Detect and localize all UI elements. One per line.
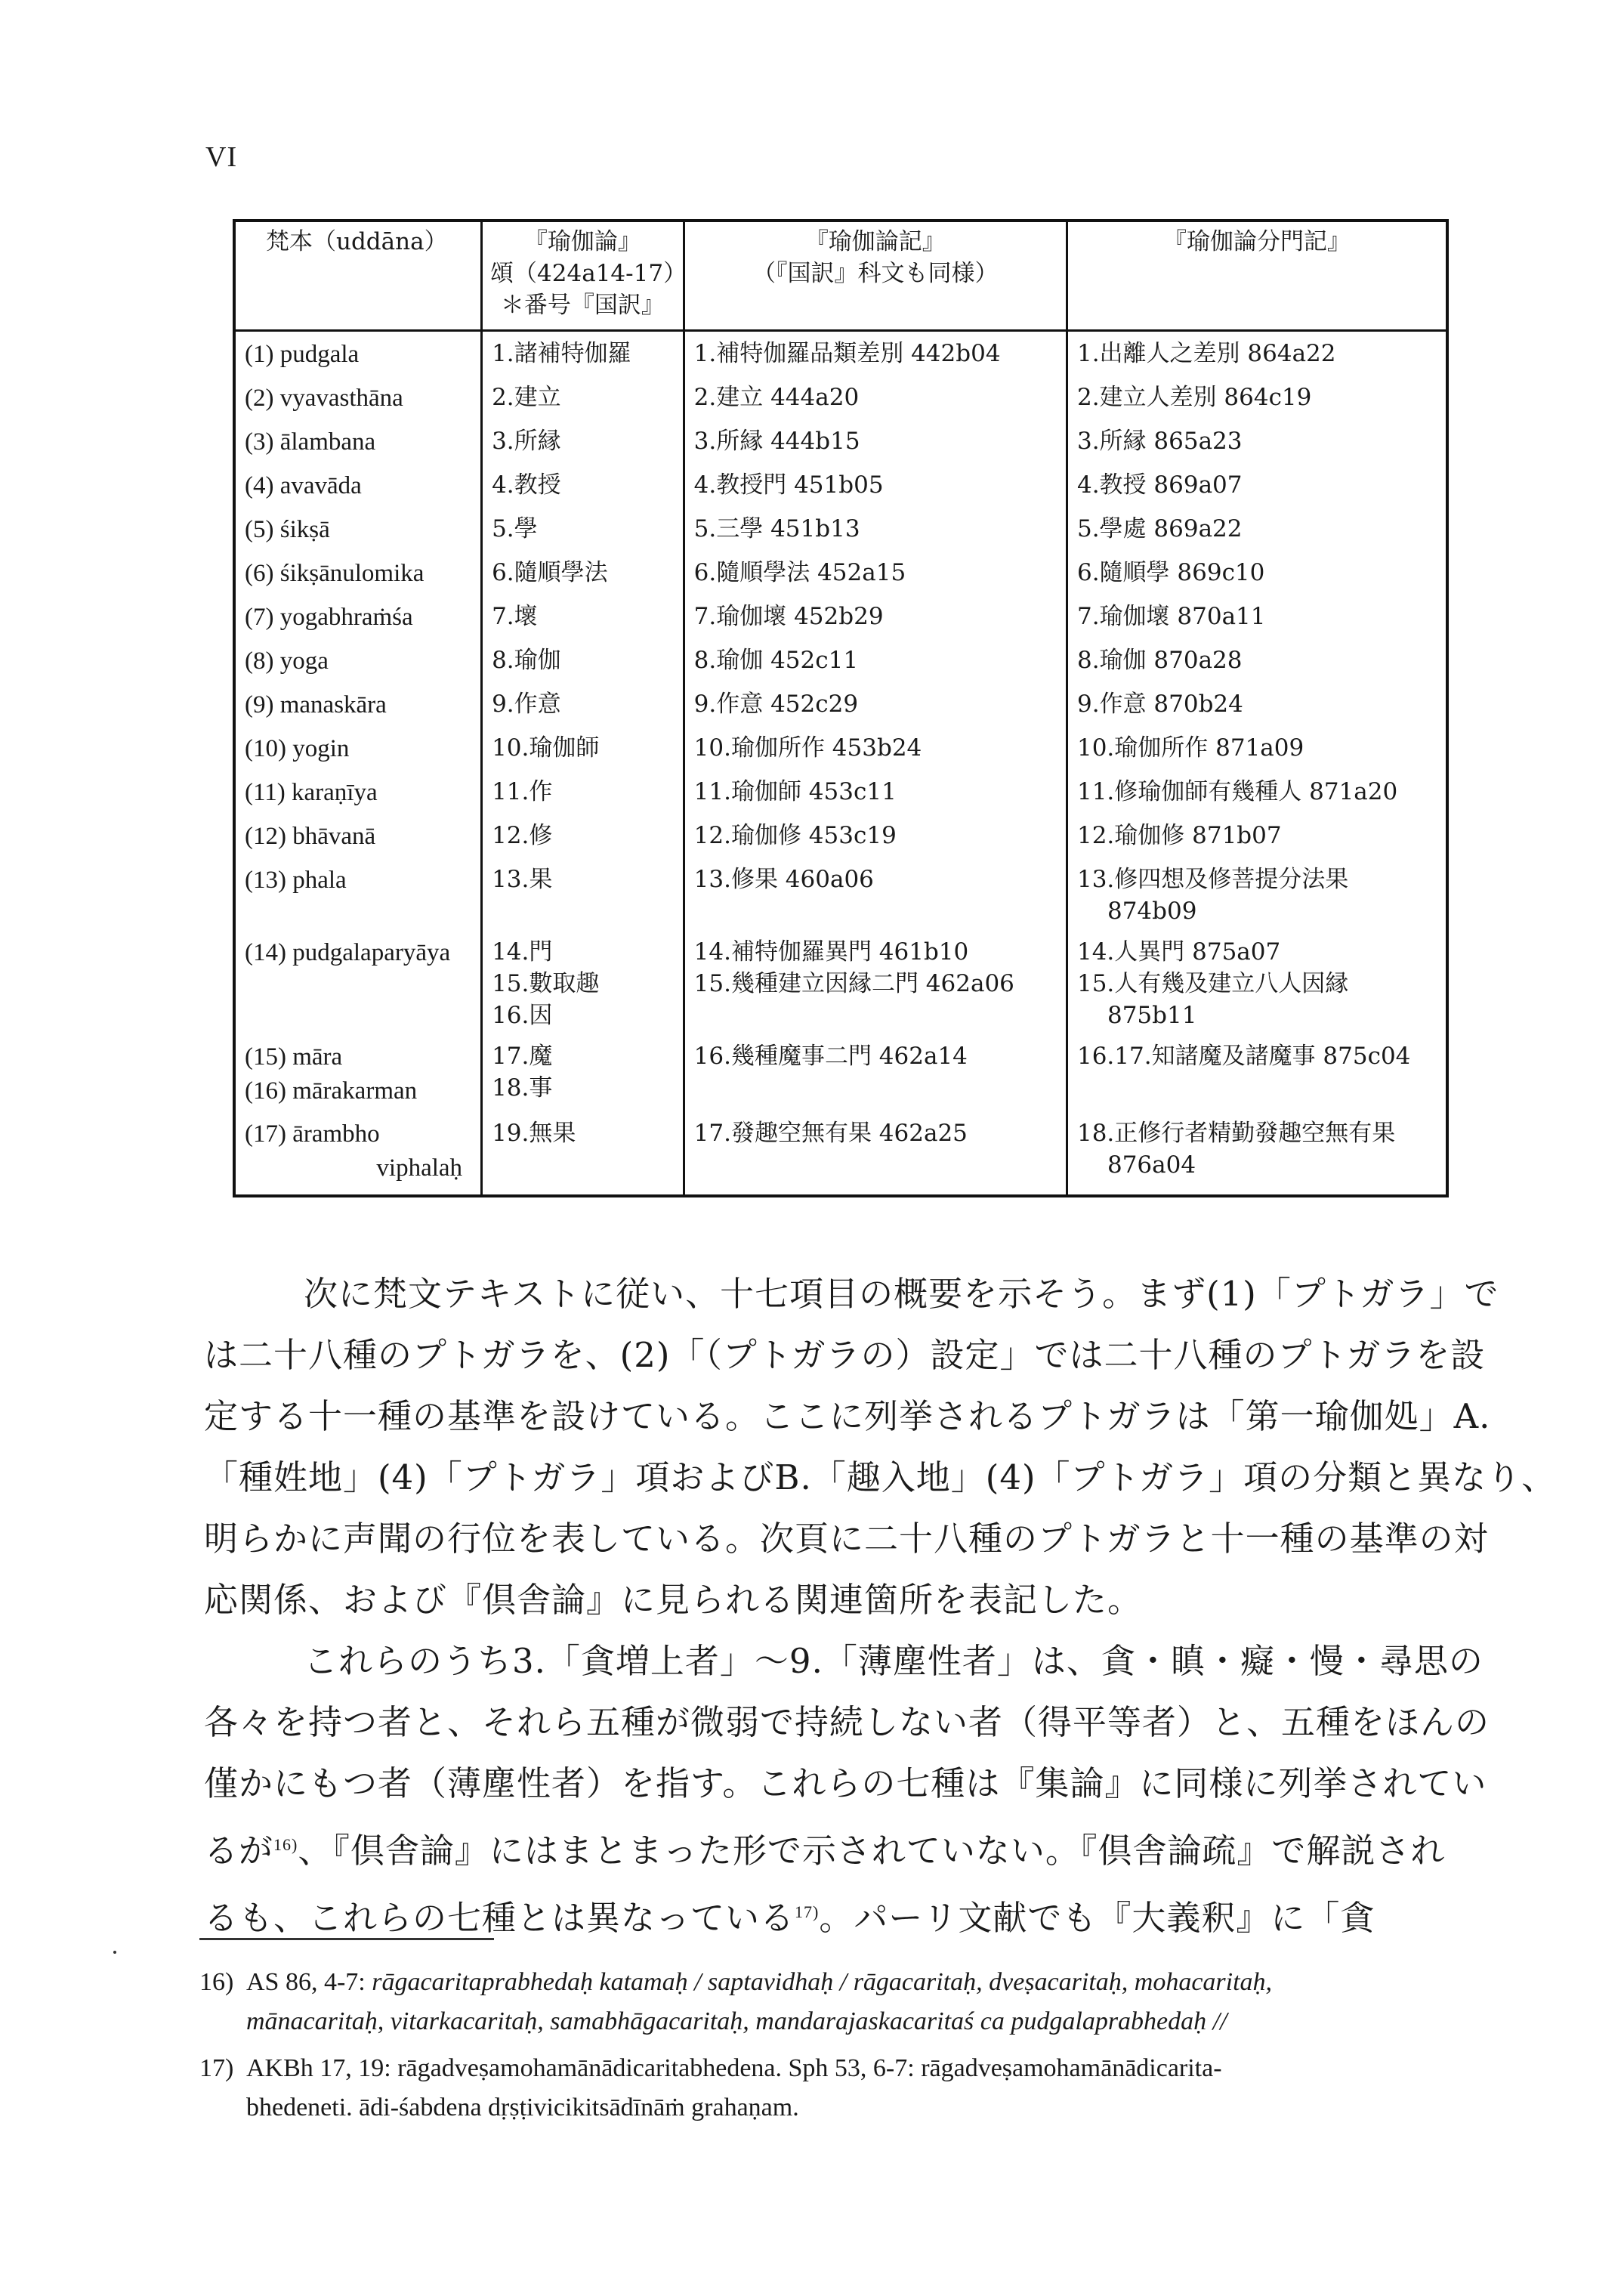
cell-line: 11.作 bbox=[492, 777, 553, 805]
text-line: 応関係、および『倶舎論』に見られる関連箇所を表記した。 bbox=[204, 1580, 1143, 1620]
table-row bbox=[234, 1113, 1447, 1196]
cell-line: (3) ālambana bbox=[245, 428, 376, 456]
cell-line: 13.修四想及修菩提分法果 bbox=[1076, 865, 1349, 893]
cell-line: 10.瑜伽所作 871a09 bbox=[1076, 734, 1304, 762]
page-number: VI bbox=[205, 141, 238, 173]
body-text bbox=[204, 1263, 1557, 1948]
text-fragment: 、『倶舎論』にはまとまった形で示されていない。『倶舎論疏』で解説され bbox=[298, 1831, 1446, 1871]
cell-line: (16) mārakarman bbox=[245, 1077, 418, 1105]
cell-line: 876a04 bbox=[1107, 1151, 1196, 1179]
cell-line: 4.教授 bbox=[492, 471, 561, 499]
header-yogaronki bbox=[684, 221, 1067, 330]
cell-line: (17) ārambho bbox=[245, 1120, 380, 1148]
table-cell bbox=[234, 465, 482, 508]
table-cell bbox=[234, 421, 482, 465]
text-line: は二十八種のプトガラを、(2)「（プトガラの）設定」では二十八種のプトガラを設 bbox=[204, 1335, 1486, 1375]
footnote-17 bbox=[199, 2049, 1468, 2128]
cell-line: (15) māra bbox=[245, 1043, 343, 1071]
table-cell bbox=[1067, 421, 1447, 465]
header-line: ＊番号『国訳』 bbox=[500, 291, 665, 319]
table-cell bbox=[482, 815, 684, 859]
cell-line: (8) yoga bbox=[245, 647, 329, 675]
cell-line: 6.隨順學 869c10 bbox=[1076, 558, 1265, 586]
cell-line: 2.建立人差別 864c19 bbox=[1076, 383, 1312, 411]
table-cell bbox=[482, 728, 684, 771]
text-fragment: るが bbox=[204, 1831, 274, 1871]
table-row bbox=[234, 552, 1447, 596]
table-cell bbox=[1067, 859, 1447, 932]
cell-line: 4.教授 869a07 bbox=[1076, 471, 1243, 499]
header-sanskrit bbox=[234, 221, 482, 330]
cell-line: (12) bhāvanā bbox=[245, 822, 376, 850]
text-line: これらのうち3.「貪増上者」～9.「薄塵性者」は、貪・瞋・癡・慢・尋思の bbox=[304, 1641, 1484, 1681]
cell-line: (2) vyavasthāna bbox=[245, 384, 403, 412]
table-cell bbox=[1067, 552, 1447, 596]
cell-line: 17.發趣空無有果 462a25 bbox=[693, 1120, 968, 1148]
table-cell bbox=[482, 377, 684, 421]
table-cell bbox=[684, 596, 1067, 640]
cell-line: 11.瑜伽師 453c11 bbox=[693, 777, 897, 805]
cell-line: 8.瑜伽 bbox=[492, 646, 561, 674]
table-cell bbox=[684, 815, 1067, 859]
cell-line: 8.瑜伽 870a28 bbox=[1076, 646, 1243, 674]
cell-line: 6.隨順學法 bbox=[492, 558, 608, 586]
table-row bbox=[234, 465, 1447, 508]
footnote-number: 16) bbox=[199, 1968, 234, 1996]
cell-line: 875b11 bbox=[1107, 1002, 1197, 1030]
table-cell bbox=[234, 596, 482, 640]
table-cell bbox=[482, 1036, 684, 1113]
paragraph-2 bbox=[204, 1630, 1490, 1948]
table-cell bbox=[234, 508, 482, 552]
footnote-rule bbox=[199, 1938, 494, 1940]
table-cell bbox=[482, 421, 684, 465]
table-cell bbox=[482, 684, 684, 728]
table-header-row bbox=[234, 221, 1447, 330]
footnotes bbox=[199, 1963, 1468, 2135]
cell-line: (6) śikṣānulomika bbox=[245, 559, 425, 587]
table-cell bbox=[1067, 596, 1447, 640]
header-line: 頌（424a14-17） bbox=[490, 259, 687, 287]
cell-line: 3.所縁 865a23 bbox=[1076, 427, 1243, 455]
cell-line: 13.修果 460a06 bbox=[693, 865, 874, 893]
cell-line: 19.無果 bbox=[492, 1120, 576, 1148]
cell-line: (4) avavāda bbox=[245, 471, 362, 499]
table-cell bbox=[1067, 684, 1447, 728]
table-cell bbox=[234, 728, 482, 771]
table-cell bbox=[234, 684, 482, 728]
text-fragment: るも、これらの七種とは異なっている bbox=[204, 1898, 795, 1938]
cell-line: (7) yogabhraṁśa bbox=[245, 603, 413, 631]
table-cell bbox=[1067, 932, 1447, 1036]
table-cell bbox=[1067, 771, 1447, 815]
cell-line: 15.數取趣 bbox=[492, 970, 600, 997]
cell-line: 1.出離人之差別 864a22 bbox=[1076, 339, 1336, 367]
cell-line: 9.作意 452c29 bbox=[693, 690, 859, 718]
cell-line: 17.魔 bbox=[492, 1043, 553, 1071]
footnote-text: AKBh 17, 19: rāgadveṣamohamānādicaritabhedena. Sph 53, 6-7: rāgadveṣamohamānādicarita- bbox=[246, 2054, 1222, 2082]
table-row bbox=[234, 932, 1447, 1036]
footnote-ref-17[interactable]: 17) bbox=[795, 1902, 820, 1921]
table-row bbox=[234, 421, 1447, 465]
table-cell bbox=[234, 859, 482, 932]
header-line: 『瑜伽論分門記』 bbox=[1162, 228, 1351, 255]
cell-line: 7.瑜伽壞 452b29 bbox=[693, 602, 884, 630]
cell-line: viphalaḥ bbox=[376, 1154, 463, 1182]
table-row bbox=[234, 859, 1447, 932]
cell-line: (13) phala bbox=[245, 866, 347, 894]
table-cell bbox=[1067, 640, 1447, 684]
table-cell bbox=[234, 771, 482, 815]
cell-line: 1.補特伽羅品類差別 442b04 bbox=[693, 339, 1001, 367]
table-cell bbox=[482, 1113, 684, 1196]
table-row bbox=[234, 815, 1447, 859]
table-cell bbox=[684, 771, 1067, 815]
text-fragment: 。パーリ文献でも『大義釈』に「貪 bbox=[819, 1898, 1375, 1938]
table-cell bbox=[482, 508, 684, 552]
table-cell bbox=[482, 640, 684, 684]
table-cell bbox=[234, 815, 482, 859]
header-line: 『瑜伽論』 bbox=[523, 228, 641, 255]
cell-line: (10) yogin bbox=[245, 734, 350, 762]
table-body bbox=[234, 330, 1447, 1196]
table-row bbox=[234, 728, 1447, 771]
text-line: 各々を持つ者と、それら五種が微弱で持続しない者（得平等者）と、五種をほんの bbox=[204, 1702, 1490, 1742]
header-line: 『瑜伽論記』 bbox=[804, 228, 946, 255]
paragraph-1 bbox=[204, 1263, 1557, 1630]
header-line: 梵本（uddāna） bbox=[266, 228, 448, 255]
cell-line: 16.17.知諸魔及諸魔事 875c04 bbox=[1076, 1043, 1411, 1071]
table-cell bbox=[234, 640, 482, 684]
text-line: 「種姓地」(4)「プトガラ」項およびB.「趣入地」(4)「プトガラ」項の分類と異なり、 bbox=[204, 1457, 1557, 1497]
footnote-text: rāgacaritaprabhedaḥ katamaḥ / saptavidhaḥ / rāgacaritaḥ, dveṣacaritaḥ, mohacaritaḥ, bbox=[372, 1968, 1273, 1996]
table-cell bbox=[482, 771, 684, 815]
table-row bbox=[234, 1036, 1447, 1113]
table-cell bbox=[234, 552, 482, 596]
table-cell bbox=[482, 596, 684, 640]
cell-line: 11.修瑜伽師有幾種人 871a20 bbox=[1076, 777, 1398, 805]
cell-line: 9.作意 870b24 bbox=[1076, 690, 1243, 718]
text-line: 明らかに声聞の行位を表している。次頁に二十八種のプトガラと十一種の基準の対 bbox=[204, 1519, 1489, 1559]
text-line: 定する十一種の基準を設けている。ここに列挙されるプトガラは「第一瑜伽処」A. bbox=[204, 1396, 1491, 1436]
table-cell bbox=[684, 465, 1067, 508]
table-cell bbox=[684, 684, 1067, 728]
cell-line: 6.隨順學法 452a15 bbox=[693, 558, 906, 586]
cell-line: 12.瑜伽修 453c19 bbox=[693, 821, 897, 849]
cell-line: 9.作意 bbox=[492, 690, 561, 718]
cell-line: (5) śikṣā bbox=[245, 515, 330, 543]
text-line bbox=[204, 1814, 1458, 1881]
table-cell bbox=[1067, 465, 1447, 508]
cell-line: 3.所縁 444b15 bbox=[693, 427, 860, 455]
table-cell bbox=[684, 508, 1067, 552]
cell-line: (14) pudgalaparyāya bbox=[245, 938, 451, 966]
header-yogaron bbox=[482, 221, 687, 330]
table-cell bbox=[684, 421, 1067, 465]
cell-line: (9) manaskāra bbox=[245, 691, 387, 718]
table-row bbox=[234, 377, 1447, 421]
table-cell bbox=[684, 1036, 1067, 1113]
table-row bbox=[234, 684, 1447, 728]
table-cell bbox=[1067, 1036, 1447, 1113]
table-cell bbox=[684, 330, 1067, 377]
cell-line: 14.門 bbox=[492, 938, 553, 966]
cell-line: 2.建立 444a20 bbox=[693, 383, 860, 411]
cell-line: 2.建立 bbox=[492, 383, 561, 411]
table-row bbox=[234, 508, 1447, 552]
cell-line: 874b09 bbox=[1107, 897, 1197, 925]
cell-line: 12.瑜伽修 871b07 bbox=[1076, 821, 1282, 849]
cell-line: 3.所縁 bbox=[492, 427, 561, 455]
table-cell bbox=[482, 330, 684, 377]
table-cell bbox=[482, 465, 684, 508]
table-cell bbox=[234, 330, 482, 377]
footnote-16 bbox=[199, 1963, 1468, 2041]
table-cell bbox=[684, 1113, 1067, 1196]
table-cell bbox=[684, 859, 1067, 932]
table-cell bbox=[482, 932, 684, 1036]
header-line: （『国訳』科文も同様） bbox=[752, 259, 999, 287]
table-row bbox=[234, 596, 1447, 640]
cell-line: 4.教授門 451b05 bbox=[693, 471, 884, 499]
cell-line: 14.人異門 875a07 bbox=[1076, 938, 1281, 966]
cell-line: 7.壞 bbox=[492, 602, 538, 630]
table-cell bbox=[234, 1113, 482, 1196]
cell-line: 13.果 bbox=[492, 865, 553, 893]
cell-line: 7.瑜伽壞 870a11 bbox=[1076, 602, 1266, 630]
table-cell bbox=[1067, 1113, 1447, 1196]
cell-line: 10.瑜伽師 bbox=[492, 734, 600, 762]
table-cell bbox=[684, 377, 1067, 421]
footnote-ref-16[interactable]: 16) bbox=[273, 1835, 298, 1854]
cell-line: 18.正修行者精勤發趣空無有果 bbox=[1076, 1120, 1396, 1148]
table-row bbox=[234, 640, 1447, 684]
table-row bbox=[234, 330, 1447, 377]
cell-line: 16.因 bbox=[492, 1002, 553, 1030]
table-cell bbox=[684, 640, 1067, 684]
cell-line: 12.修 bbox=[492, 821, 553, 849]
cell-line: 15.人有幾及建立八人因縁 bbox=[1076, 970, 1349, 997]
table-cell bbox=[234, 1036, 482, 1113]
cell-line: 1.諸補特伽羅 bbox=[492, 339, 631, 367]
cell-line: 5.三學 451b13 bbox=[693, 515, 860, 542]
table-cell bbox=[1067, 728, 1447, 771]
cell-line: 15.幾種建立因縁二門 462a06 bbox=[693, 970, 1014, 997]
table-cell bbox=[234, 377, 482, 421]
stray-dot bbox=[113, 1951, 116, 1954]
table-cell bbox=[234, 932, 482, 1036]
table-cell bbox=[482, 552, 684, 596]
cell-line: 16.幾種魔事二門 462a14 bbox=[693, 1043, 968, 1071]
cell-line: 5.學處 869a22 bbox=[1076, 515, 1243, 542]
header-bunmonki bbox=[1067, 221, 1447, 330]
footnote-text: mānacaritaḥ, vitarkacaritaḥ, samabhāgacaritaḥ, mandarajaskacaritaś ca pudgalaprabhedaḥ // bbox=[246, 2007, 1227, 2035]
table-cell bbox=[1067, 508, 1447, 552]
table-cell bbox=[684, 728, 1067, 771]
table-cell bbox=[482, 859, 684, 932]
cell-line: 10.瑜伽所作 453b24 bbox=[693, 734, 922, 762]
cell-line: 8.瑜伽 452c11 bbox=[693, 646, 859, 674]
cell-line: 18.事 bbox=[492, 1074, 553, 1102]
footnote-source: AS 86, 4-7: bbox=[246, 1968, 372, 1996]
table-cell bbox=[1067, 330, 1447, 377]
cell-line: (1) pudgala bbox=[245, 340, 360, 368]
footnote-text: bhedeneti. ādi-śabdena dṛṣṭivicikitsādīnāṁ grahaṇam. bbox=[246, 2094, 799, 2121]
table-cell bbox=[684, 932, 1067, 1036]
text-line: 次に梵文テキストに従い、十七項目の概要を示そう。まず(1)「プトガラ」で bbox=[304, 1274, 1499, 1314]
cell-line: (11) karaṇīya bbox=[245, 778, 378, 806]
cell-line: 14.補特伽羅異門 461b10 bbox=[693, 938, 969, 966]
footnote-number: 17) bbox=[199, 2054, 234, 2082]
concordance-table bbox=[233, 219, 1449, 1197]
text-line: 僅かにもつ者（薄塵性者）を指す。これらの七種は『集論』に同様に列挙されてい bbox=[204, 1763, 1487, 1803]
cell-line: 5.學 bbox=[492, 515, 538, 542]
table-cell bbox=[684, 552, 1067, 596]
table-row bbox=[234, 771, 1447, 815]
table-cell bbox=[1067, 377, 1447, 421]
table-cell bbox=[1067, 815, 1447, 859]
